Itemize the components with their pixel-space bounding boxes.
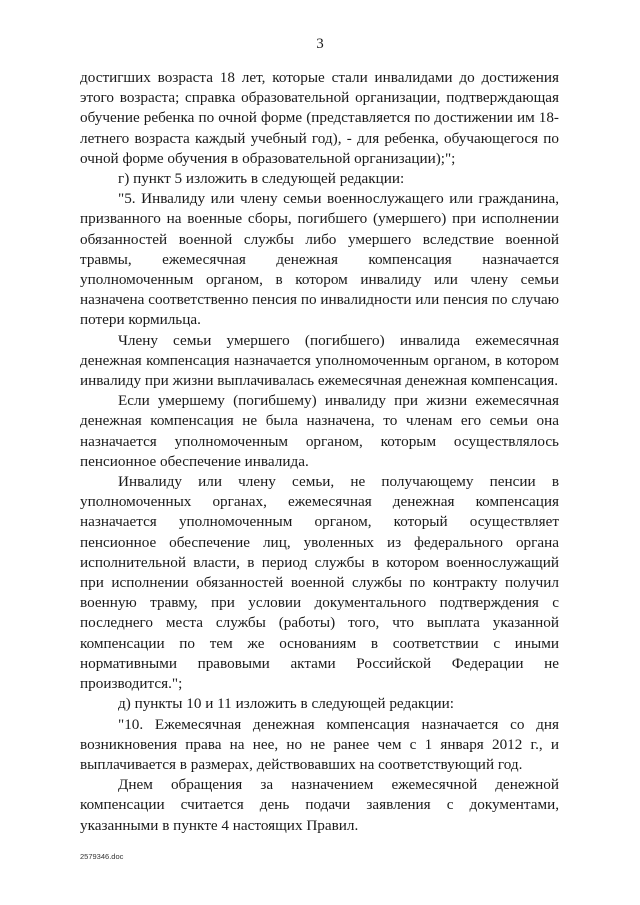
paragraph: г) пункт 5 изложить в следующей редакции: [118,170,405,188]
file-name-footer: 2579346.doc [80,852,124,861]
paragraph: Днем обращения за назначением ежемесячной денежной компенсации считается день подачи заявления с документами, указанными в пункте 4 настоящих Правил. [80,776,559,834]
paragraph: Инвалиду или члену семьи, не получающему пенсии в уполномоченных органах, ежемесячная денежная компенсация назначается уполномоченным органом, который осуществляет пенсионное обеспечение лиц, уволенных из федерального органа исполнительной власти, в период службы в котором военнослужащий при исполнении обязанностей военной службы по контракту получил военную травму, при условии документального подтверждения с последнего места службы (работы) того, что выплата указанной компенсации по тем же основаниям в соответствии с иными нормативными правовыми актами Российской Федерации не производится."; [80,473,559,693]
paragraph: д) пункты 10 и 11 изложить в следующей редакции: [118,695,454,713]
paragraph: Если умершему (погибшему) инвалиду при жизни ежемесячная денежная компенсация не была назначена, то членам его семьи она назначается уполномоченным органом, которым осуществлялось пенсионное обеспечение инвалида. [80,392,559,470]
paragraph: достигших возраста 18 лет, которые стали инвалидами до достижения этого возраста; справка образовательной организации, подтверждающая обучение ребенка по очной форме (представляется по достижении им 18-летнего возраста каждый учебный год), - для ребенка, обучающегося по очной форме обучения в образовательной организации);"; [80,69,559,167]
paragraph: "5. Инвалиду или члену семьи военнослужащего или гражданина, призванного на военные сборы, погибшего (умершего) при исполнении обязанностей военной службы либо умершего вследствие военной травмы, ежемесячная денежная компенсация назначается уполномоченным органом, в котором инвалиду или члену семьи назначена соответственно пенсия по инвалидности или пенсия по случаю потери кормильца. [80,190,559,329]
document-body [80,68,559,836]
page-number: 3 [316,36,324,52]
paragraph: Члену семьи умершего (погибшего) инвалида ежемесячная денежная компенсация назначается уполномоченным органом, в котором инвалиду при жизни выплачивалась ежемесячная денежная компенсация. [80,331,559,390]
paragraph: "10. Ежемесячная денежная компенсация назначается со дня возникновения права на нее, но не ранее чем с 1 января 2012 г., и выплачивается в размерах, действовавших на соответствующий год. [80,715,559,773]
